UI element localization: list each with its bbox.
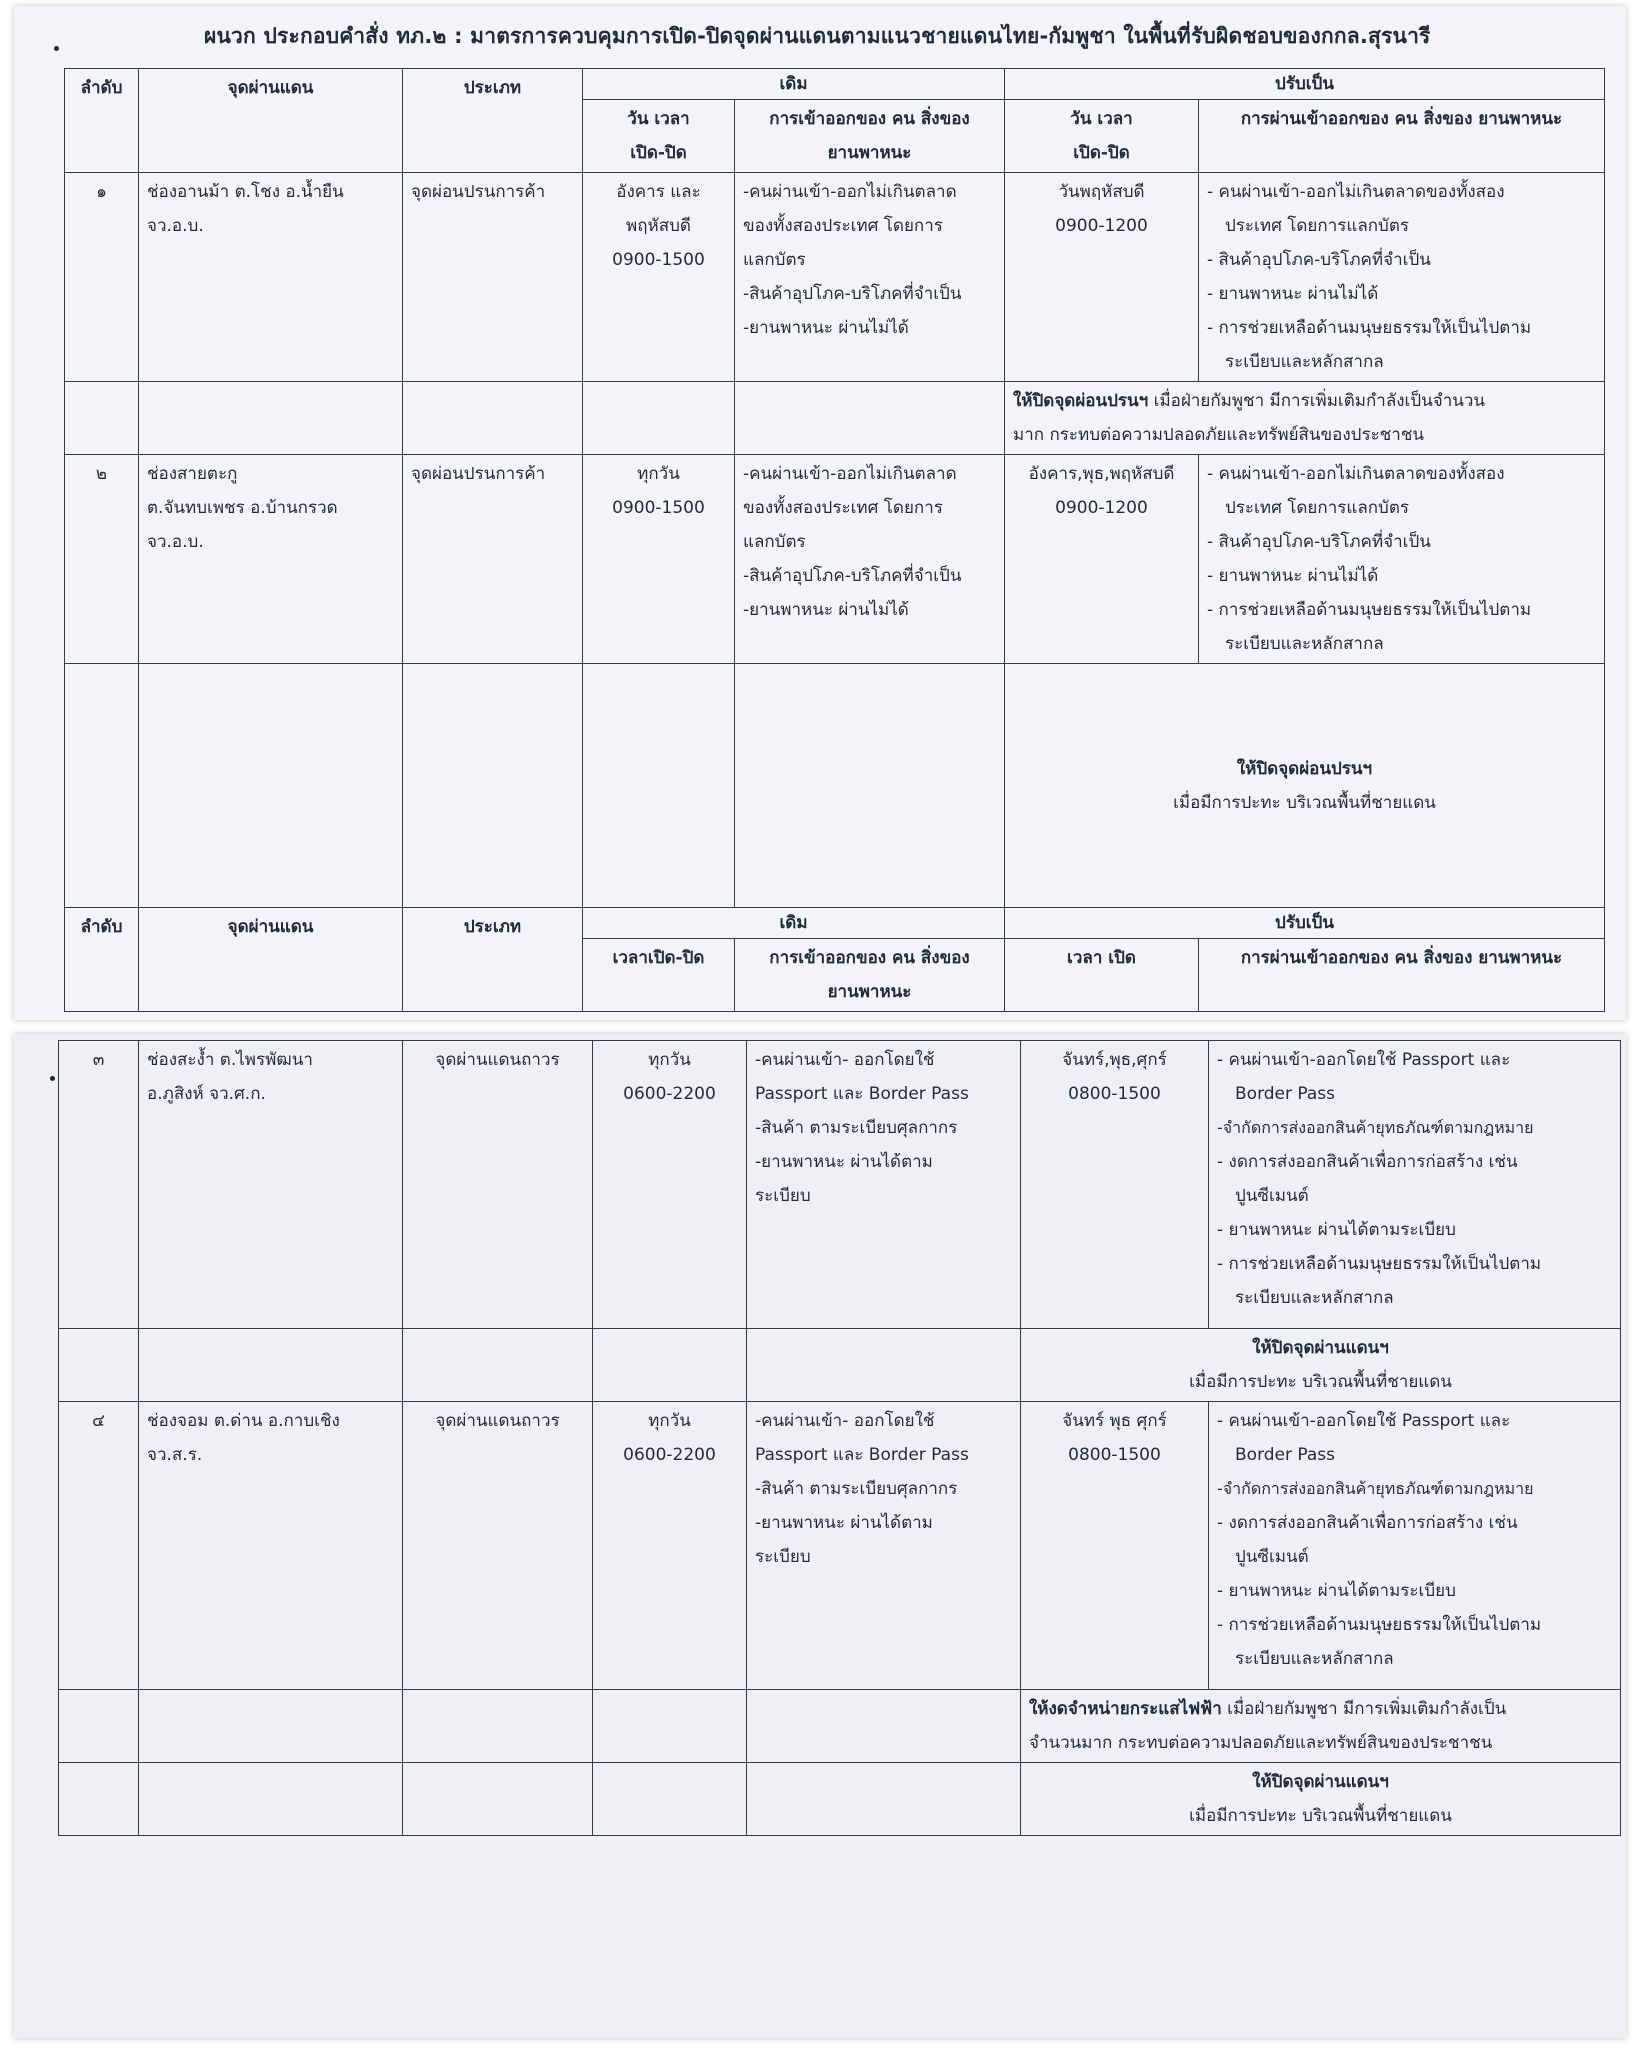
header-new-entry: การผ่านเข้าออกของ คน สิ่งของ ยานพาหนะ — [1199, 939, 1605, 1012]
row-type: จุดผ่อนปรนการค้า — [403, 455, 583, 664]
document-page-1 — [14, 6, 1626, 1020]
header-orig-time: เวลาเปิด-ปิด — [583, 939, 735, 1012]
row-note: ให้งดจำหน่ายกระแสไฟฟ้า เมื่อฝ่ายกัมพูชา มีการเพิ่มเติมกำลังเป็น จำนวนมาก กระทบต่อความปลอดภัยและทรัพย์สินของประชาชน — [1021, 1690, 1621, 1763]
header-new-time: วัน เวลา เปิด-ปิด — [1005, 100, 1199, 173]
row-orig-entry: -คนผ่านเข้า- ออกโดยใช้ Passport และ Border Pass -สินค้า ตามระเบียบศุลกากร -ยานพาหนะ ผ่านได้ตาม ระเบียบ — [747, 1041, 1021, 1329]
row-new-time: จันทร์,พุธ,ศุกร์ 0800-1500 — [1021, 1041, 1209, 1329]
row-new-time: อังคาร,พุธ,พฤหัสบดี 0900-1200 — [1005, 455, 1199, 664]
document-page-2 — [14, 1034, 1626, 2038]
table-row — [65, 455, 1605, 664]
table-row — [65, 173, 1605, 382]
row-orig-time: อังคาร และ พฤหัสบดี 0900-1500 — [583, 173, 735, 382]
row-checkpoint: ช่องสะง้ำ ต.ไพรพัฒนา อ.ภูสิงห์ จว.ศ.ก. — [139, 1041, 403, 1329]
header-new-entry: การผ่านเข้าออกของ คน สิ่งของ ยานพาหนะ — [1199, 100, 1605, 173]
header-orig-time: วัน เวลา เปิด-ปิด — [583, 100, 735, 173]
header-adjusted: ปรับเป็น — [1005, 908, 1605, 939]
row-type: จุดผ่านแดนถาวร — [403, 1402, 593, 1690]
header-orig-entry: การเข้าออกของ คน สิ่งของ ยานพาหนะ — [735, 939, 1005, 1012]
row-new-entry: - คนผ่านเข้า-ออกโดยใช้ Passport และ Border Pass -จำกัดการส่งออกสินค้ายุทธภัณฑ์ตามกฎหมาย - งดการส่งออกสินค้าเพื่อการก่อสร้าง เช่น ปูนซีเมนต์ - ยานพาหนะ ผ่านได้ตามระเบียบ - การช่วยเหลือด้านมนุษยธรรมให้เป็นไปตาม ระเบียบและหลักสากล — [1209, 1041, 1621, 1329]
header-checkpoint: จุดผ่านแดน — [139, 908, 403, 1012]
header-original: เดิม — [583, 69, 1005, 100]
row-orig-entry: -คนผ่านเข้า-ออกไม่เกินตลาด ของทั้งสองประเทศ โดยการ แลกบัตร -สินค้าอุปโภค-บริโภคที่จำเป็น -ยานพาหนะ ผ่านไม่ได้ — [735, 173, 1005, 382]
header-adjusted: ปรับเป็น — [1005, 69, 1605, 100]
table-header-row — [65, 69, 1605, 100]
row-type: จุดผ่อนปรนการค้า — [403, 173, 583, 382]
row-orig-time: ทุกวัน 0900-1500 — [583, 455, 735, 664]
row-orig-entry: -คนผ่านเข้า- ออกโดยใช้ Passport และ Border Pass -สินค้า ตามระเบียบศุลกากร -ยานพาหนะ ผ่านได้ตาม ระเบียบ — [747, 1402, 1021, 1690]
bullet-dot — [50, 1076, 55, 1081]
checkpoint-table-2 — [58, 1040, 1621, 1836]
table-row-note — [59, 1763, 1621, 1836]
header-checkpoint: จุดผ่านแดน — [139, 69, 403, 173]
row-order: ๒ — [65, 455, 139, 664]
row-new-entry: - คนผ่านเข้า-ออกไม่เกินตลาดของทั้งสอง ประเทศ โดยการแลกบัตร - สินค้าอุปโภค-บริโภคที่จำเป็น - ยานพาหนะ ผ่านไม่ได้ - การช่วยเหลือด้านมนุษยธรรมให้เป็นไปตาม ระเบียบและหลักสากล — [1199, 455, 1605, 664]
row-note: ให้ปิดจุดผ่อนปรนฯ เมื่อมีการปะทะ บริเวณพื้นที่ชายแดน — [1005, 664, 1605, 908]
header-order: ลำดับ — [65, 908, 139, 1012]
checkpoint-table-1 — [64, 68, 1605, 1012]
header-order: ลำดับ — [65, 69, 139, 173]
row-type: จุดผ่านแดนถาวร — [403, 1041, 593, 1329]
row-new-entry: - คนผ่านเข้า-ออกโดยใช้ Passport และ Border Pass -จำกัดการส่งออกสินค้ายุทธภัณฑ์ตามกฎหมาย - งดการส่งออกสินค้าเพื่อการก่อสร้าง เช่น ปูนซีเมนต์ - ยานพาหนะ ผ่านได้ตามระเบียบ - การช่วยเหลือด้านมนุษยธรรมให้เป็นไปตาม ระเบียบและหลักสากล — [1209, 1402, 1621, 1690]
row-note: ให้ปิดจุดผ่านแดนฯ เมื่อมีการปะทะ บริเวณพื้นที่ชายแดน — [1021, 1329, 1621, 1402]
row-order: ๑ — [65, 173, 139, 382]
header-new-time: เวลา เปิด — [1005, 939, 1199, 1012]
row-note: ให้ปิดจุดผ่อนปรนฯ เมื่อฝ่ายกัมพูชา มีการเพิ่มเติมกำลังเป็นจำนวน มาก กระทบต่อความปลอดภัยและทรัพย์สินของประชาชน — [1005, 382, 1605, 455]
table-row-note — [59, 1329, 1621, 1402]
header-type: ประเภท — [403, 69, 583, 173]
row-orig-entry: -คนผ่านเข้า-ออกไม่เกินตลาด ของทั้งสองประเทศ โดยการ แลกบัตร -สินค้าอุปโภค-บริโภคที่จำเป็น -ยานพาหนะ ผ่านไม่ได้ — [735, 455, 1005, 664]
row-order: ๔ — [59, 1402, 139, 1690]
table-row — [59, 1041, 1621, 1329]
row-checkpoint: ช่องอานม้า ต.โชง อ.น้ำยืน จว.อ.บ. — [139, 173, 403, 382]
header-orig-entry: การเข้าออกของ คน สิ่งของ ยานพาหนะ — [735, 100, 1005, 173]
row-order: ๓ — [59, 1041, 139, 1329]
table-row — [59, 1402, 1621, 1690]
table-row-note — [65, 664, 1605, 908]
row-new-time: จันทร์ พุธ ศุกร์ 0800-1500 — [1021, 1402, 1209, 1690]
table-row-note — [65, 382, 1605, 455]
row-new-entry: - คนผ่านเข้า-ออกไม่เกินตลาดของทั้งสอง ประเทศ โดยการแลกบัตร - สินค้าอุปโภค-บริโภคที่จำเป็น - ยานพาหนะ ผ่านไม่ได้ - การช่วยเหลือด้านมนุษยธรรมให้เป็นไปตาม ระเบียบและหลักสากล — [1199, 173, 1605, 382]
row-orig-time: ทุกวัน 0600-2200 — [593, 1041, 747, 1329]
header-type: ประเภท — [403, 908, 583, 1012]
document-title: ผนวก ประกอบคำสั่ง ทภ.๒ : มาตรการควบคุมการเปิด-ปิดจุดผ่านแดนตามแนวชายแดนไทย-กัมพูชา ในพื้นที่รับผิดชอบของกกล.สุรนารี — [204, 24, 1431, 48]
header-original: เดิม — [583, 908, 1005, 939]
row-checkpoint: ช่องสายตะกู ต.จันทบเพชร อ.บ้านกรวด จว.อ.บ. — [139, 455, 403, 664]
row-note-2: ให้ปิดจุดผ่านแดนฯ เมื่อมีการปะทะ บริเวณพื้นที่ชายแดน — [1021, 1763, 1621, 1836]
bullet-dot — [54, 46, 59, 51]
table-row-note — [59, 1690, 1621, 1763]
row-new-time: วันพฤหัสบดี 0900-1200 — [1005, 173, 1199, 382]
table-header-row-repeat — [65, 908, 1605, 939]
row-orig-time: ทุกวัน 0600-2200 — [593, 1402, 747, 1690]
row-checkpoint: ช่องจอม ต.ด่าน อ.กาบเชิง จว.ส.ร. — [139, 1402, 403, 1690]
